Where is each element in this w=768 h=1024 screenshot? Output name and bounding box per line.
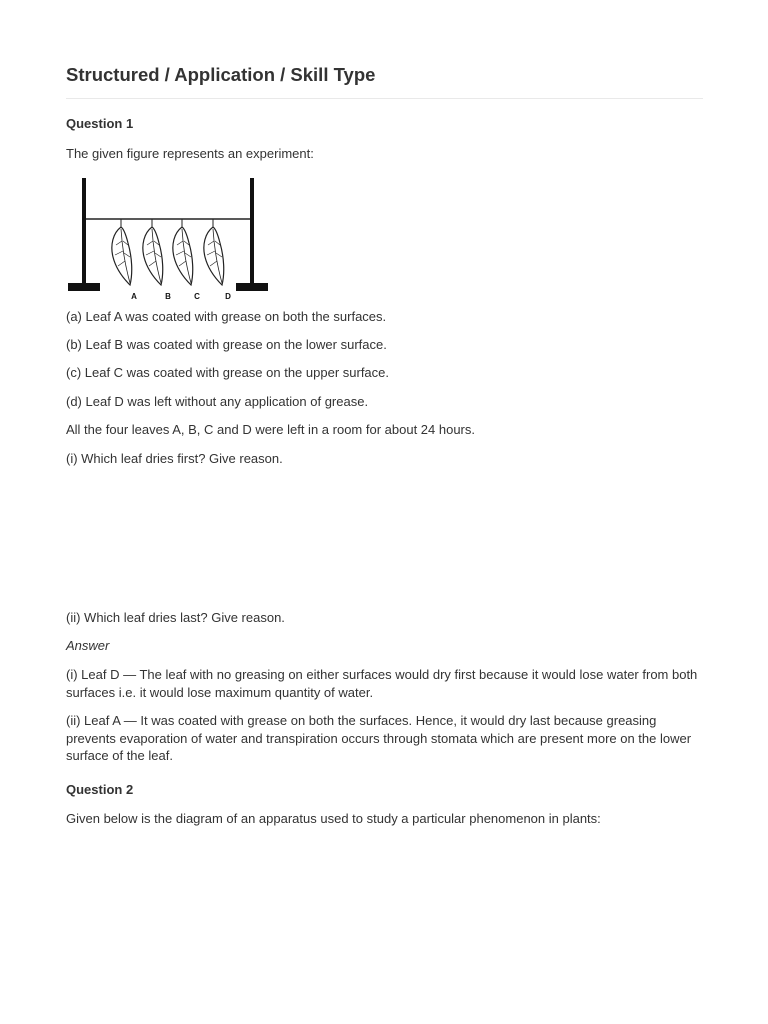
right-pole [250, 178, 254, 288]
statement-c: (c) Leaf C was coated with grease on the upper surface. [66, 365, 390, 380]
sub-question-i: (i) Which leaf dries first? Give reason. [66, 451, 283, 466]
statement-b: (b) Leaf B was coated with grease on the lower surface. [66, 337, 387, 352]
answer-label: Answer [66, 638, 110, 653]
right-base [236, 283, 268, 291]
leaf-c-icon [173, 219, 193, 285]
leaf-stand-diagram [66, 175, 272, 303]
question-2-heading: Question 2 [66, 782, 134, 797]
leaf-a-icon [112, 219, 132, 285]
question-2-intro: Given below is the diagram of an apparatus used to study a particular phenomenon in plants: [66, 811, 601, 826]
leaf-label-b: B [165, 292, 171, 301]
statement-setup: All the four leaves A, B, C and D were left in a room for about 24 hours. [66, 422, 475, 437]
left-base [68, 283, 100, 291]
sub-question-ii: (ii) Which leaf dries last? Give reason. [66, 610, 285, 625]
statement-d: (d) Leaf D was left without any application of grease. [66, 394, 369, 409]
experiment-figure [66, 175, 272, 303]
answer-i: (i) Leaf D — The leaf with no greasing on either surfaces would dry first because it would lose water from both surfaces i.e. it would lose maximum quantity of water. [66, 667, 698, 700]
question-1-intro: The given figure represents an experiment: [66, 146, 314, 161]
left-pole [82, 178, 86, 288]
leaf-d-icon [204, 219, 224, 285]
leaf-label-c: C [194, 292, 200, 301]
leaf-label-d: D [225, 292, 231, 301]
title-divider [66, 98, 703, 99]
statement-a: (a) Leaf A was coated with grease on both the surfaces. [66, 309, 387, 324]
leaf-b-icon [143, 219, 163, 285]
question-1-heading: Question 1 [66, 116, 134, 131]
answer-ii: (ii) Leaf A — It was coated with grease on both the surfaces. Hence, it would dry last because greasing prevents evaporation of water and transpiration occurs through stomata which are present more on the lower surface of the leaf. [66, 713, 692, 763]
section-title: Structured / Application / Skill Type [66, 64, 376, 85]
leaf-label-a: A [131, 292, 137, 301]
